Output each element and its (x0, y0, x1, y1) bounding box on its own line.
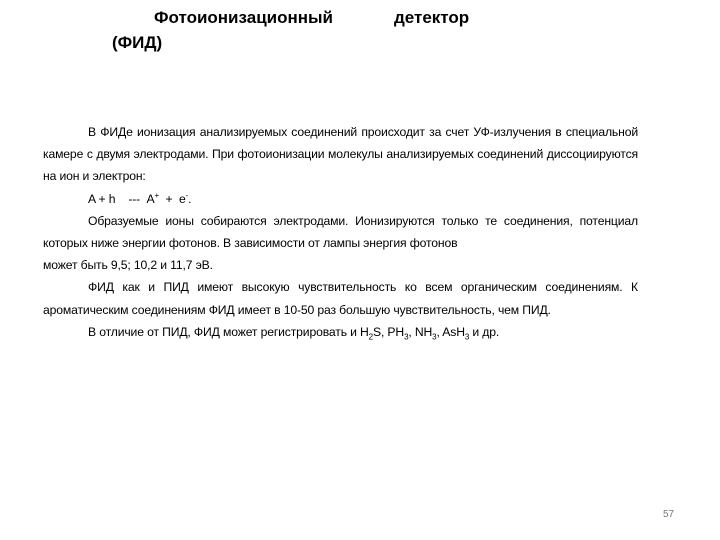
paragraph-4 (43, 321, 638, 343)
equation-arrow: --- (128, 191, 141, 206)
p4-text-1: В отличие от ПИД, ФИД может регистрировать и H (88, 324, 369, 339)
equation-ion: A (146, 191, 155, 206)
title-line-2: (ФИД) (112, 33, 163, 52)
equation-ion-charge: + (154, 190, 160, 200)
title-line-1 (112, 5, 512, 30)
equation-electron: e (179, 191, 186, 206)
equation-line (43, 188, 638, 210)
p4-text-5: и др. (469, 324, 500, 339)
paragraph-3: ФИД как и ПИД имеют высокую чувствительность ко всем органическим соединениям. К ароматическим соединениям ФИД имеет в 10-50 раз большую чувствительность, чем ПИД. (43, 280, 638, 317)
paragraph-2-continued: может быть 9,5; 10,2 и 11,7 эВ. (43, 258, 213, 273)
equation-end: . (188, 191, 192, 206)
p4-text-3: , NH (408, 324, 433, 339)
p4-sub-4: 3 (464, 332, 470, 342)
p4-text-2: S, PH (372, 324, 405, 339)
paragraph-2: Образуемые ионы собираются электродами. Ионизируются только те соединения, потенциал которых ниже энергии фотонов. В зависимости от лампы энергия фотонов (43, 213, 638, 251)
page-number: 57 (663, 509, 675, 520)
equation-plus: + (165, 191, 173, 206)
equation-lhs: A + h (88, 191, 116, 206)
slide-title (112, 5, 512, 55)
p4-text-4: , AsH (436, 324, 465, 339)
title-word-1: Фотоионизационный (154, 8, 333, 27)
equation-electron-charge: - (185, 190, 189, 200)
p4-sub-3: 3 (432, 332, 437, 342)
p4-sub-1: 2 (368, 332, 373, 342)
p4-sub-2: 3 (404, 332, 409, 342)
paragraph-1: В ФИДе ионизация анализируемых соединений происходит за счет УФ-излучения в специальной камере с двумя электродами. При фотоионизации молекулы анализируемых соединений диссоциируются на ион и электрон: (43, 125, 638, 184)
title-word-2: детектор (394, 8, 470, 27)
body-text (43, 121, 638, 343)
